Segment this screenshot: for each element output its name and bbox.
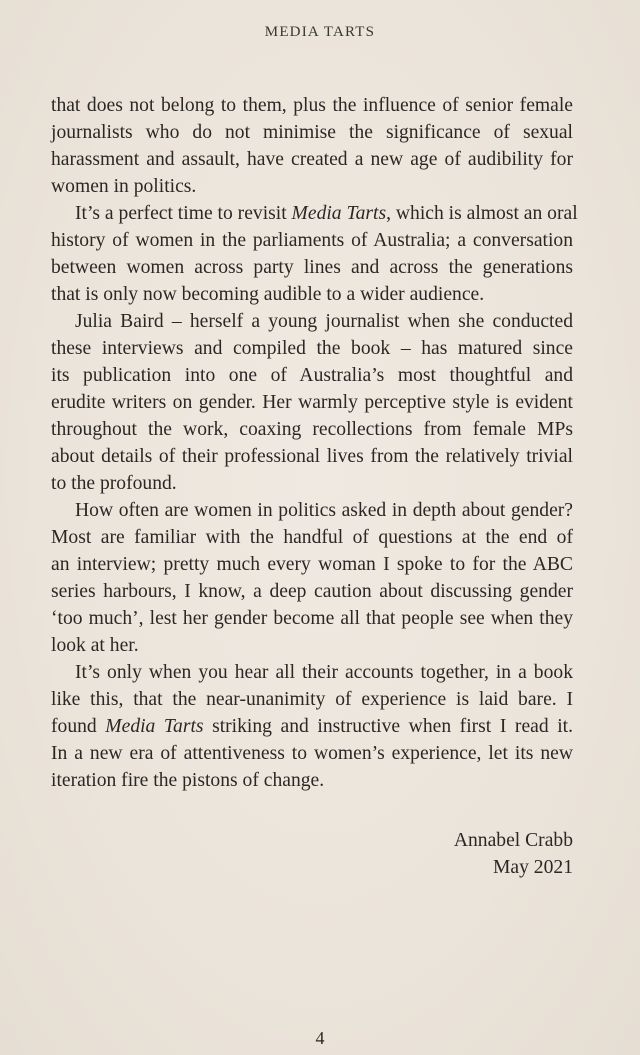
paragraph-3	[51, 308, 573, 497]
text-line: series harbours, I know, a deep caution about discussing gender	[51, 581, 573, 602]
text-run: found	[51, 716, 106, 737]
text-line: harassment and assault, have created a new age of audibility for	[51, 149, 573, 170]
text-run: striking and instructive when first I read it.	[203, 716, 573, 737]
text-run: It’s a perfect time to revisit	[75, 203, 292, 224]
text-line: It’s only when you hear all their accounts together, in a book	[75, 662, 573, 683]
text-line: Most are familiar with the handful of questions at the end of	[51, 527, 573, 548]
text-line: about details of their professional lives from the relatively trivial	[51, 446, 573, 467]
running-head: MEDIA TARTS	[264, 24, 376, 40]
text-line: that does not belong to them, plus the influence of senior female	[51, 95, 573, 116]
text-line: an interview; pretty much every woman I spoke to for the ABC	[51, 554, 573, 575]
text-line: throughout the work, coaxing recollections from female MPs	[51, 419, 573, 440]
text-line: How often are women in politics asked in depth about gender?	[75, 500, 573, 521]
book-title: Media Tarts	[291, 203, 387, 224]
paragraph-2	[51, 200, 578, 308]
signature-block	[454, 827, 573, 881]
text-line	[51, 713, 573, 740]
text-line: like this, that the near-unanimity of experience is laid bare. I	[51, 689, 573, 710]
text-line: history of women in the parliaments of Australia; a conversation	[51, 230, 573, 251]
book-title: Media Tarts	[105, 716, 204, 737]
text-line	[51, 200, 578, 227]
text-line: journalists who do not minimise the significance of sexual	[51, 122, 573, 143]
text-line: In a new era of attentiveness to women’s experience, let its new	[51, 743, 573, 764]
signature-date: May 2021	[492, 857, 573, 878]
page-number: 4	[315, 1028, 325, 1048]
text-line: between women across party lines and across the generations	[51, 257, 573, 278]
text-line: erudite writers on gender. Her warmly perceptive style is evident	[51, 392, 573, 413]
text-line: Julia Baird – herself a young journalist when she conducted	[75, 311, 573, 332]
text-line: look at her.	[51, 635, 139, 656]
text-line: its publication into one of Australia’s most thoughtful and	[51, 365, 573, 386]
paragraph-1	[51, 92, 573, 200]
text-line: iteration fire the pistons of change.	[51, 770, 325, 791]
text-line: women in politics.	[51, 176, 197, 197]
body-text	[51, 92, 578, 794]
text-run: , which is almost an oral	[386, 203, 578, 224]
text-line: that is only now becoming audible to a wider audience.	[51, 284, 485, 305]
text-line: ‘too much’, lest her gender become all that people see when they	[51, 608, 573, 629]
text-line: to the profound.	[51, 473, 177, 494]
author-name: Annabel Crabb	[453, 830, 573, 851]
text-line: these interviews and compiled the book – has matured since	[51, 338, 573, 359]
paragraph-4	[51, 497, 573, 659]
paragraph-5	[51, 659, 573, 794]
